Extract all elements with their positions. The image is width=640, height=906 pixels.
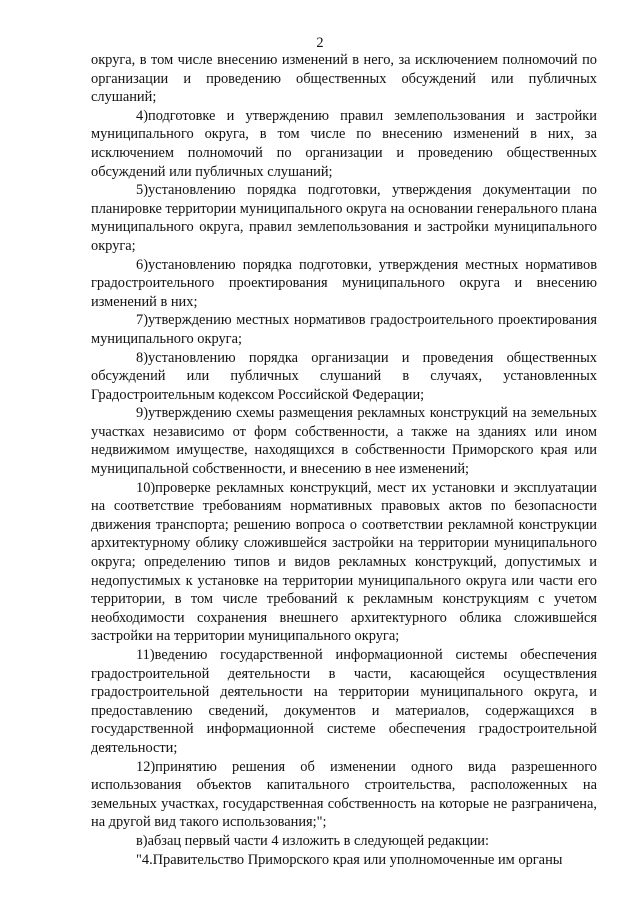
page-number: 2 [316, 35, 324, 51]
paragraph: 9)утверждению схемы размещения рекламных конструкций на земельных участках независимо от форм собственности, а также на зданиях или ином недвижимом имуществе, находящихся в собственности Приморского края или муниципальной собственности, и внесению в нее изменений; [91, 405, 597, 478]
document-body [91, 51, 597, 869]
paragraph: 6)установлению порядка подготовки, утверждения местных нормативов градостроительного проектирования муниципального округа и внесению изменений в них; [91, 256, 597, 310]
paragraph: 12)принятию решения об изменении одного вида разрешенного использования объектов капитального строительства, расположенных на земельных участках, государственная собственность на которые не разграничена, на другой вид такого использования;"; [91, 758, 597, 831]
paragraph: 4)подготовке и утверждению правил землепользования и застройки муниципального округа, в том числе по внесению изменений в них, за исключением полномочий по организации и проведению общественных обсуждений или публичных слушаний; [91, 107, 597, 180]
paragraph: 11)ведению государственной информационной системы обеспечения градостроительной деятельности в части, касающейся осуществления градостроительной деятельности на территории муниципального округа, и предоставлению сведений, документов и материалов, содержащихся в государственной информационной системе обеспечения градостроительной деятельности; [91, 647, 597, 756]
paragraph: 5)установлению порядка подготовки, утверждения документации по планировке территории муниципального округа на основании генерального плана муниципального округа, правил землепользования и застройки муниципального округа; [91, 182, 597, 254]
paragraph: округа, в том числе внесению изменений в него, за исключением полномочий по организации и проведению общественных обсуждений или публичных слушаний; [91, 52, 597, 106]
paragraph: "4.Правительство Приморского края или уполномоченные им органы [136, 851, 563, 868]
paragraph: 7)утверждению местных нормативов градостроительного проектирования муниципального округа; [91, 312, 597, 347]
paragraph: в)абзац первый части 4 изложить в следующей редакции: [136, 832, 489, 849]
paragraph: 8)установлению порядка организации и проведения общественных обсуждений или публичных слушаний в случаях, установленных Градостроительным кодексом Российской Федерации; [91, 349, 597, 403]
paragraph: 10)проверке рекламных конструкций, мест их установки и эксплуатации на соответствие требованиям нормативных правовых актов по безопасности движения транспорта; решению вопроса о соответствии рекламной конструкции архитектурному облику сложившейся застройки на территории муниципального округа; определению типов и видов рекламных конструкций, допустимых и недопустимых к установке на территории муниципального округа или части его территории, в том числе требований к рекламным конструкциям с учетом необходимости сохранения внешнего архитектурного облика сложившейся застройки на территории муниципального округа; [91, 479, 597, 645]
